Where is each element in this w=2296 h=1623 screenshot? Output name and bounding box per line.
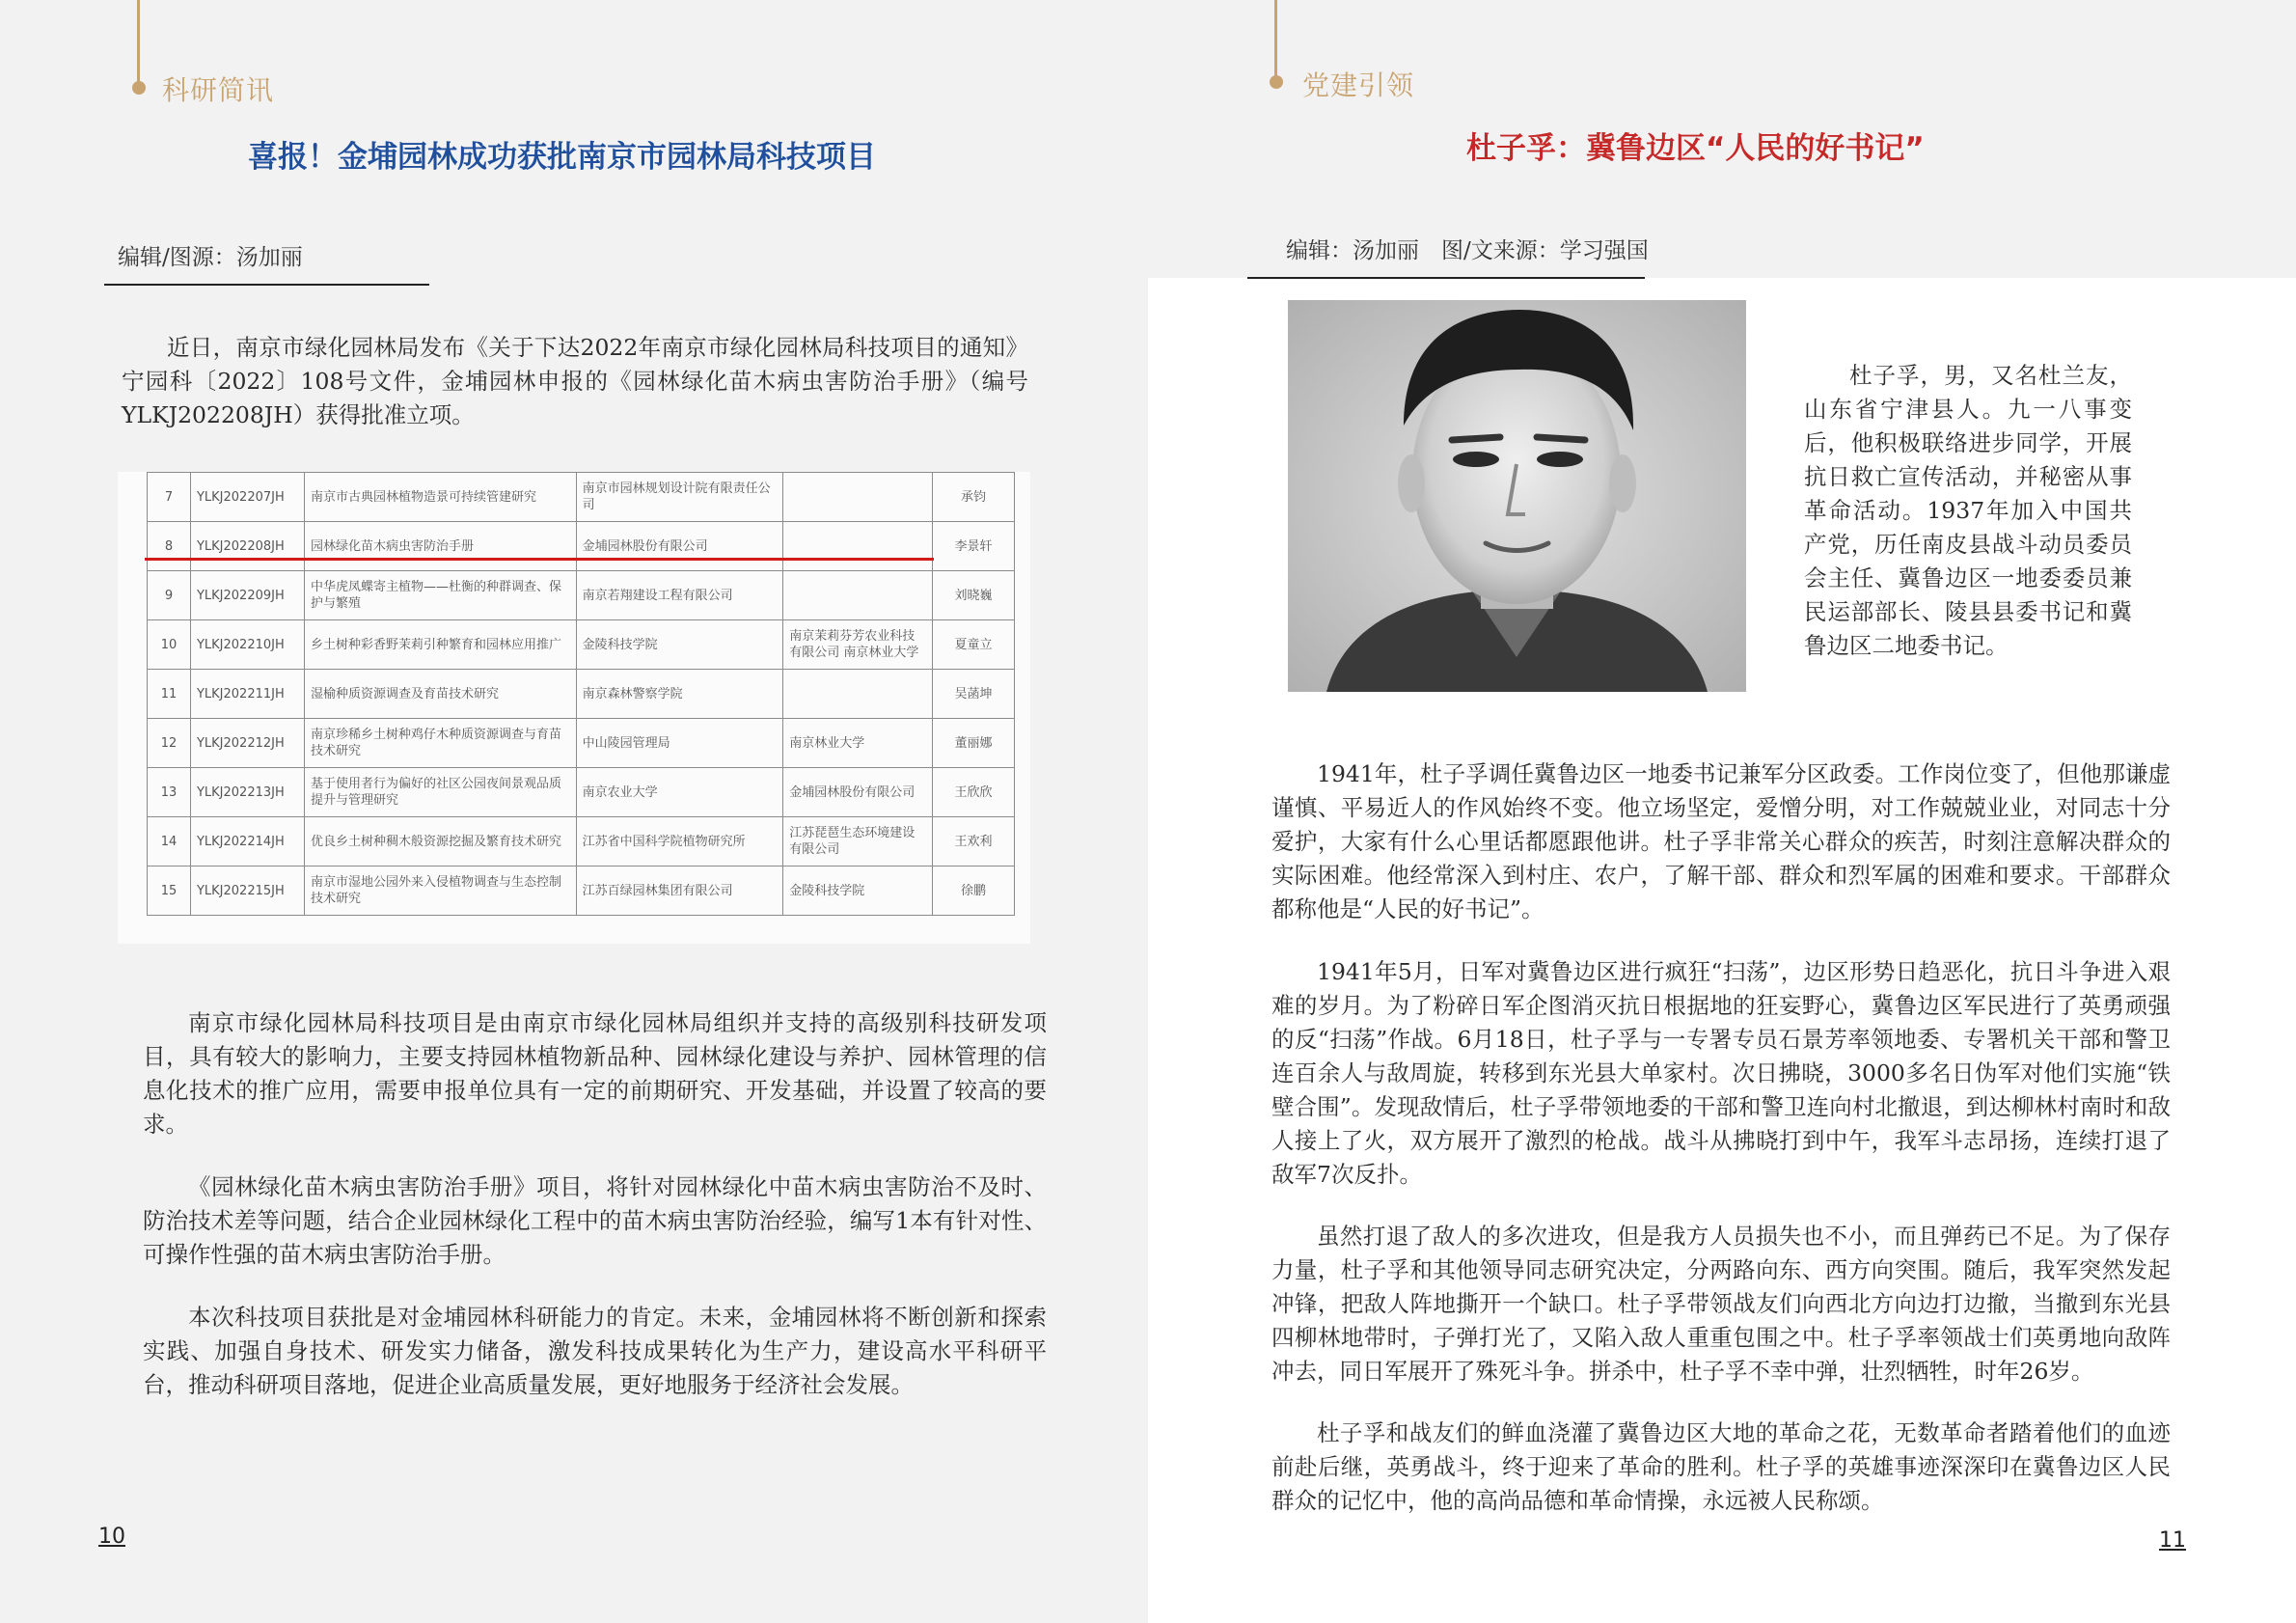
table-row bbox=[148, 571, 1015, 620]
table-cell-no: 7 bbox=[148, 473, 191, 522]
table-cell-unit: 金陵科技学院 bbox=[576, 620, 783, 670]
section-label: 党建引领 bbox=[1302, 69, 1415, 101]
article-title: 喜报！金埔园林成功获批南京市园林局科技项目 bbox=[248, 140, 876, 175]
table-cell-unit: 南京若翔建设工程有限公司 bbox=[576, 571, 783, 620]
table-cell-code: YLKJ202212JH bbox=[190, 719, 304, 768]
paragraph-legacy: 杜子孚和战友们的鲜血浇灌了冀鲁边区大地的革命之花，无数革命者踏着他们的血迹前赴后继，英勇战斗，终于迎来了革命的胜利。杜子孚的英雄事迹深深印在冀鲁边区人民群众的记忆中，他的高尚品德和革命情操，永远被人民称颂。 bbox=[1271, 1419, 2171, 1514]
table-cell-name: 园林绿化苗木病虫害防治手册 bbox=[304, 522, 576, 571]
section-marker-dot bbox=[1270, 75, 1283, 89]
paragraph-conclusion: 本次科技项目获批是对金埔园林科研能力的肯定。未来，金埔园林将不断创新和探索实践、加强自身技术、研发实力储备，激发科技成果转化为生产力，建设高水平科研平台，推动科研项目落地，促进企业高质量发展，更好地服务于经济社会发展。 bbox=[143, 1304, 1047, 1398]
page-number: 10 bbox=[98, 1525, 125, 1549]
table-cell-lead: 李景轩 bbox=[933, 522, 1015, 571]
article-title: 杜子孚：冀鲁边区“人民的好书记” bbox=[1466, 131, 1925, 166]
table-cell-name: 南京珍稀乡土树种鸡仔木种质资源调查与育苗技术研究 bbox=[304, 719, 576, 768]
table-cell-no: 15 bbox=[148, 867, 191, 916]
table-row bbox=[148, 522, 1015, 571]
table-cell-code: YLKJ202214JH bbox=[190, 817, 304, 867]
table-cell-code: YLKJ202210JH bbox=[190, 620, 304, 670]
table-cell-lead: 吴菡坤 bbox=[933, 670, 1015, 719]
table-cell-co bbox=[783, 571, 933, 620]
table-cell-code: YLKJ202208JH bbox=[190, 522, 304, 571]
notice-table-image bbox=[118, 472, 1030, 944]
portrait-photo-drawing bbox=[1288, 300, 1746, 692]
table-cell-unit: 南京森林警察学院 bbox=[576, 670, 783, 719]
table-cell-lead: 王欣欣 bbox=[933, 768, 1015, 817]
table-cell-co bbox=[783, 473, 933, 522]
table-cell-co: 江苏琵琶生态环境建设有限公司 bbox=[783, 817, 933, 867]
table-cell-name: 中华虎凤蝶寄主植物——杜衡的种群调查、保护与繁殖 bbox=[304, 571, 576, 620]
table-cell-code: YLKJ202209JH bbox=[190, 571, 304, 620]
table-cell-lead: 刘晓巍 bbox=[933, 571, 1015, 620]
table-cell-code: YLKJ202207JH bbox=[190, 473, 304, 522]
byline-rule bbox=[1247, 277, 1645, 279]
byline: 编辑：汤加丽 图/文来源：学习强国 bbox=[1286, 238, 1649, 263]
table-row bbox=[148, 473, 1015, 522]
table-cell-lead: 董丽娜 bbox=[933, 719, 1015, 768]
table-cell-co: 南京林业大学 bbox=[783, 719, 933, 768]
table-row bbox=[148, 620, 1015, 670]
table-cell-no: 12 bbox=[148, 719, 191, 768]
table-cell-unit: 江苏百绿园林集团有限公司 bbox=[576, 867, 783, 916]
section-marker-dot bbox=[132, 81, 146, 95]
table-row bbox=[148, 867, 1015, 916]
notice-table bbox=[147, 472, 1015, 916]
paragraph-project: 《园林绿化苗木病虫害防治手册》项目，将针对园林绿化中苗木病虫害防治不及时、防治技术差等问题，结合企业园林绿化工程中的苗木病虫害防治经验，编写1本有针对性、可操作性强的苗木病虫害防治手册。 bbox=[143, 1173, 1047, 1268]
table-cell-co: 南京茉莉芬芳农业科技有限公司 南京林业大学 bbox=[783, 620, 933, 670]
section-marker-line bbox=[1274, 0, 1277, 79]
table-cell-lead: 王欢利 bbox=[933, 817, 1015, 867]
table-cell-name: 南京市古典园林植物造景可持续管建研究 bbox=[304, 473, 576, 522]
table-cell-lead: 承钧 bbox=[933, 473, 1015, 522]
table-cell-no: 14 bbox=[148, 817, 191, 867]
intro-paragraph: 杜子孚，男，又名杜兰友，山东省宁津县人。九一八事变后，他积极联络进步同学，开展抗日救亡宣传活动，并秘密从事革命活动。1937年加入中国共产党，历任南皮县战斗动员委员会主任、冀鲁边区一地委委员兼民运部部长、陵县县委书记和冀鲁边区二地委书记。 bbox=[1804, 362, 2132, 659]
paragraph-breakout: 虽然打退了敌人的多次进攻，但是我方人员损失也不小，而且弹药已不足。为了保存力量，杜子孚和其他领导同志研究决定，分两路向东、西方向突围。随后，我军突然发起冲锋，把敌人阵地撕开一个缺口。杜子孚带领战友们向西北方向边打边撤，当撤到东光县四柳林地带时，子弹打光了，又陷入敌人重重包围之中。杜子孚率领战士们英勇地向敌阵冲去，同日军展开了殊死斗争。拼杀中，杜子孚不幸中弹，壮烈牺牲，时年26岁。 bbox=[1271, 1223, 2171, 1385]
byline-rule bbox=[104, 284, 429, 286]
table-cell-unit: 金埔园林股份有限公司 bbox=[576, 522, 783, 571]
table-cell-co bbox=[783, 522, 933, 571]
table-cell-name: 南京市湿地公园外来入侵植物调查与生态控制技术研究 bbox=[304, 867, 576, 916]
table-cell-no: 13 bbox=[148, 768, 191, 817]
table-cell-unit: 中山陵园管理局 bbox=[576, 719, 783, 768]
table-cell-no: 9 bbox=[148, 571, 191, 620]
table-cell-name: 湿榆种质资源调查及育苗技术研究 bbox=[304, 670, 576, 719]
table-cell-code: YLKJ202215JH bbox=[190, 867, 304, 916]
table-cell-unit: 江苏省中国科学院植物研究所 bbox=[576, 817, 783, 867]
table-cell-co: 金埔园林股份有限公司 bbox=[783, 768, 933, 817]
right-page bbox=[1148, 0, 2296, 1623]
table-cell-name: 优良乡土树种稠木般资源挖掘及繁育技术研究 bbox=[304, 817, 576, 867]
table-cell-co: 金陵科技学院 bbox=[783, 867, 933, 916]
paragraph-program: 南京市绿化园林局科技项目是由南京市绿化园林局组织并支持的高级别科技研发项目，具有较大的影响力，主要支持园林植物新品种、园林绿化建设与养护、园林管理的信息化技术的推广应用，需要申报单位具有一定的前期研究、开发基础，并设置了较高的要求。 bbox=[143, 1009, 1047, 1138]
table-cell-no: 11 bbox=[148, 670, 191, 719]
section-label: 科研简讯 bbox=[162, 74, 275, 106]
highlight-underline bbox=[145, 558, 934, 561]
portrait-photo bbox=[1288, 300, 1746, 692]
table-cell-no: 10 bbox=[148, 620, 191, 670]
page-number: 11 bbox=[2159, 1528, 2186, 1553]
table-row bbox=[148, 817, 1015, 867]
table-cell-unit: 南京市园林规划设计院有限责任公司 bbox=[576, 473, 783, 522]
table-cell-code: YLKJ202211JH bbox=[190, 670, 304, 719]
table-row bbox=[148, 768, 1015, 817]
table-cell-co bbox=[783, 670, 933, 719]
paragraph-1941: 1941年，杜子孚调任冀鲁边区一地委书记兼军分区政委。工作岗位变了，但他那谦虚谨慎、平易近人的作风始终不变。他立场坚定，爱憎分明，对工作兢兢业业，对同志十分爱护，大家有什么心里话都愿跟他讲。杜子孚非常关心群众的疾苦，时刻注意解决群众的实际困难。他经常深入到村庄、农户，了解干部、群众和烈军属的困难和要求。干部群众都称他是“人民的好书记”。 bbox=[1271, 760, 2171, 922]
table-cell-lead: 夏童立 bbox=[933, 620, 1015, 670]
byline: 编辑/图源：汤加丽 bbox=[118, 245, 303, 270]
section-marker-line bbox=[137, 0, 140, 85]
paragraph-intro: 近日，南京市绿化园林局发布《关于下达2022年南京市绿化园林局科技项目的通知》宁园科〔2022〕108号文件，金埔园林申报的《园林绿化苗木病虫害防治手册》（编号YLKJ202208JH）获得批准立项。 bbox=[122, 334, 1028, 428]
table-cell-unit: 南京农业大学 bbox=[576, 768, 783, 817]
table-row bbox=[148, 670, 1015, 719]
table-cell-name: 乡土树种彩香野茉莉引种繁育和园林应用推广 bbox=[304, 620, 576, 670]
table-cell-no: 8 bbox=[148, 522, 191, 571]
paragraph-mopup: 1941年5月，日军对冀鲁边区进行疯狂“扫荡”，边区形势日趋恶化，抗日斗争进入艰难的岁月。为了粉碎日军企图消灭抗日根据地的狂妄野心，冀鲁边区军民进行了英勇顽强的反“扫荡”作战。6月18日，杜子孚与一专署专员石景芳率领地委、专署机关干部和警卫连百余人与敌周旋，转移到东光县大单家村。次日拂晓，3000多名日伪军对他们实施“铁壁合围”。发现敌情后，杜子孚带领地委的干部和警卫连向村北撤退，到达柳林村南时和敌人接上了火，双方展开了激烈的枪战。战斗从拂晓打到中午，我军斗志昂扬，连续打退了敌军7次反扑。 bbox=[1271, 958, 2171, 1188]
table-cell-lead: 徐鹏 bbox=[933, 867, 1015, 916]
table-row bbox=[148, 719, 1015, 768]
table-cell-name: 基于使用者行为偏好的社区公园夜间景观品质提升与管理研究 bbox=[304, 768, 576, 817]
table-cell-code: YLKJ202213JH bbox=[190, 768, 304, 817]
